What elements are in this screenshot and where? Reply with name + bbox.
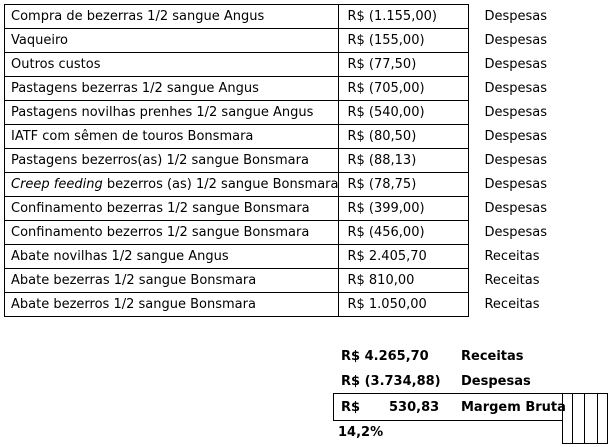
table-row <box>5 221 605 245</box>
row-value[interactable]: R$ 810,00 <box>339 269 469 293</box>
margem-box-bottom <box>333 420 563 421</box>
despesas-total-label[interactable]: Despesas <box>461 374 531 389</box>
table-row <box>5 197 605 221</box>
row-value[interactable]: R$ (77,50) <box>339 53 469 77</box>
table-row <box>5 53 605 77</box>
table-row <box>5 149 605 173</box>
row-type[interactable]: Receitas <box>484 273 540 288</box>
table-row <box>5 29 605 53</box>
row-description[interactable] <box>5 173 339 197</box>
row-description-italic: Creep feeding <box>11 177 103 192</box>
row-value[interactable]: R$ (78,75) <box>339 173 469 197</box>
row-type[interactable]: Despesas <box>484 9 548 24</box>
row-type[interactable]: Despesas <box>484 33 548 48</box>
row-type[interactable]: Despesas <box>484 105 548 120</box>
row-description[interactable]: Pastagens bezerros(as) 1/2 sangue Bonsmara <box>5 149 339 173</box>
margem-box-left <box>333 393 334 420</box>
row-value[interactable]: R$ (80,50) <box>339 125 469 149</box>
margem-box-right <box>607 393 608 443</box>
margem-box-foot <box>562 443 608 444</box>
row-description[interactable]: Confinamento bezerras 1/2 sangue Bonsmara <box>5 197 339 221</box>
row-value[interactable]: R$ (155,00) <box>339 29 469 53</box>
receitas-total-label[interactable]: Receitas <box>461 349 524 364</box>
row-description[interactable]: IATF com sêmen de touros Bonsmara <box>5 125 339 149</box>
row-value[interactable]: R$ (399,00) <box>339 197 469 221</box>
table-row <box>5 125 605 149</box>
table-row <box>5 293 605 317</box>
row-type[interactable]: Despesas <box>484 57 548 72</box>
row-type[interactable]: Despesas <box>484 201 548 216</box>
margem-box-divider-2 <box>572 393 573 443</box>
row-description[interactable]: Pastagens novilhas prenhes 1/2 sangue Angus <box>5 101 339 125</box>
table-row <box>5 245 605 269</box>
receitas-total-value[interactable]: R$ 4.265,70 <box>341 349 429 364</box>
margem-value[interactable]: 530,83 <box>389 400 440 415</box>
margem-box-top <box>333 393 608 394</box>
row-type[interactable]: Despesas <box>484 153 548 168</box>
table-row <box>5 101 605 125</box>
margem-box-divider-3 <box>584 393 585 443</box>
row-type[interactable]: Despesas <box>484 177 548 192</box>
row-value[interactable]: R$ (88,13) <box>339 149 469 173</box>
margem-currency[interactable]: R$ <box>341 400 361 415</box>
row-value[interactable]: R$ 2.405,70 <box>339 245 469 269</box>
row-value[interactable]: R$ (540,00) <box>339 101 469 125</box>
row-description[interactable]: Abate bezerras 1/2 sangue Bonsmara <box>5 269 339 293</box>
table-row <box>5 269 605 293</box>
row-value[interactable]: R$ (705,00) <box>339 77 469 101</box>
row-description[interactable]: Compra de bezerras 1/2 sangue Angus <box>5 5 339 29</box>
table-row <box>5 5 605 29</box>
despesas-total-value[interactable]: R$ (3.734,88) <box>341 374 441 389</box>
row-type[interactable]: Receitas <box>484 297 540 312</box>
table-row <box>5 173 605 197</box>
row-description[interactable]: Abate novilhas 1/2 sangue Angus <box>5 245 339 269</box>
row-description[interactable]: Vaqueiro <box>5 29 339 53</box>
margem-box-divider-4 <box>597 393 598 443</box>
row-type[interactable]: Despesas <box>484 81 548 96</box>
row-value[interactable]: R$ (456,00) <box>339 221 469 245</box>
row-description[interactable]: Abate bezerros 1/2 sangue Bonsmara <box>5 293 339 317</box>
row-description[interactable]: Outros custos <box>5 53 339 77</box>
row-type[interactable]: Receitas <box>484 249 540 264</box>
row-description-rest: bezerros (as) 1/2 sangue Bonsmara <box>102 177 339 192</box>
row-type[interactable]: Despesas <box>484 225 548 240</box>
table-row <box>5 77 605 101</box>
row-description[interactable]: Pastagens bezerras 1/2 sangue Angus <box>5 77 339 101</box>
row-description[interactable]: Confinamento bezerros 1/2 sangue Bonsmara <box>5 221 339 245</box>
margem-label[interactable]: Margem Bruta <box>461 400 566 415</box>
row-value[interactable]: R$ (1.155,00) <box>339 5 469 29</box>
row-value[interactable]: R$ 1.050,00 <box>339 293 469 317</box>
row-type[interactable]: Despesas <box>484 129 548 144</box>
margem-percent[interactable]: 14,2% <box>338 425 384 440</box>
cost-table <box>4 4 605 317</box>
